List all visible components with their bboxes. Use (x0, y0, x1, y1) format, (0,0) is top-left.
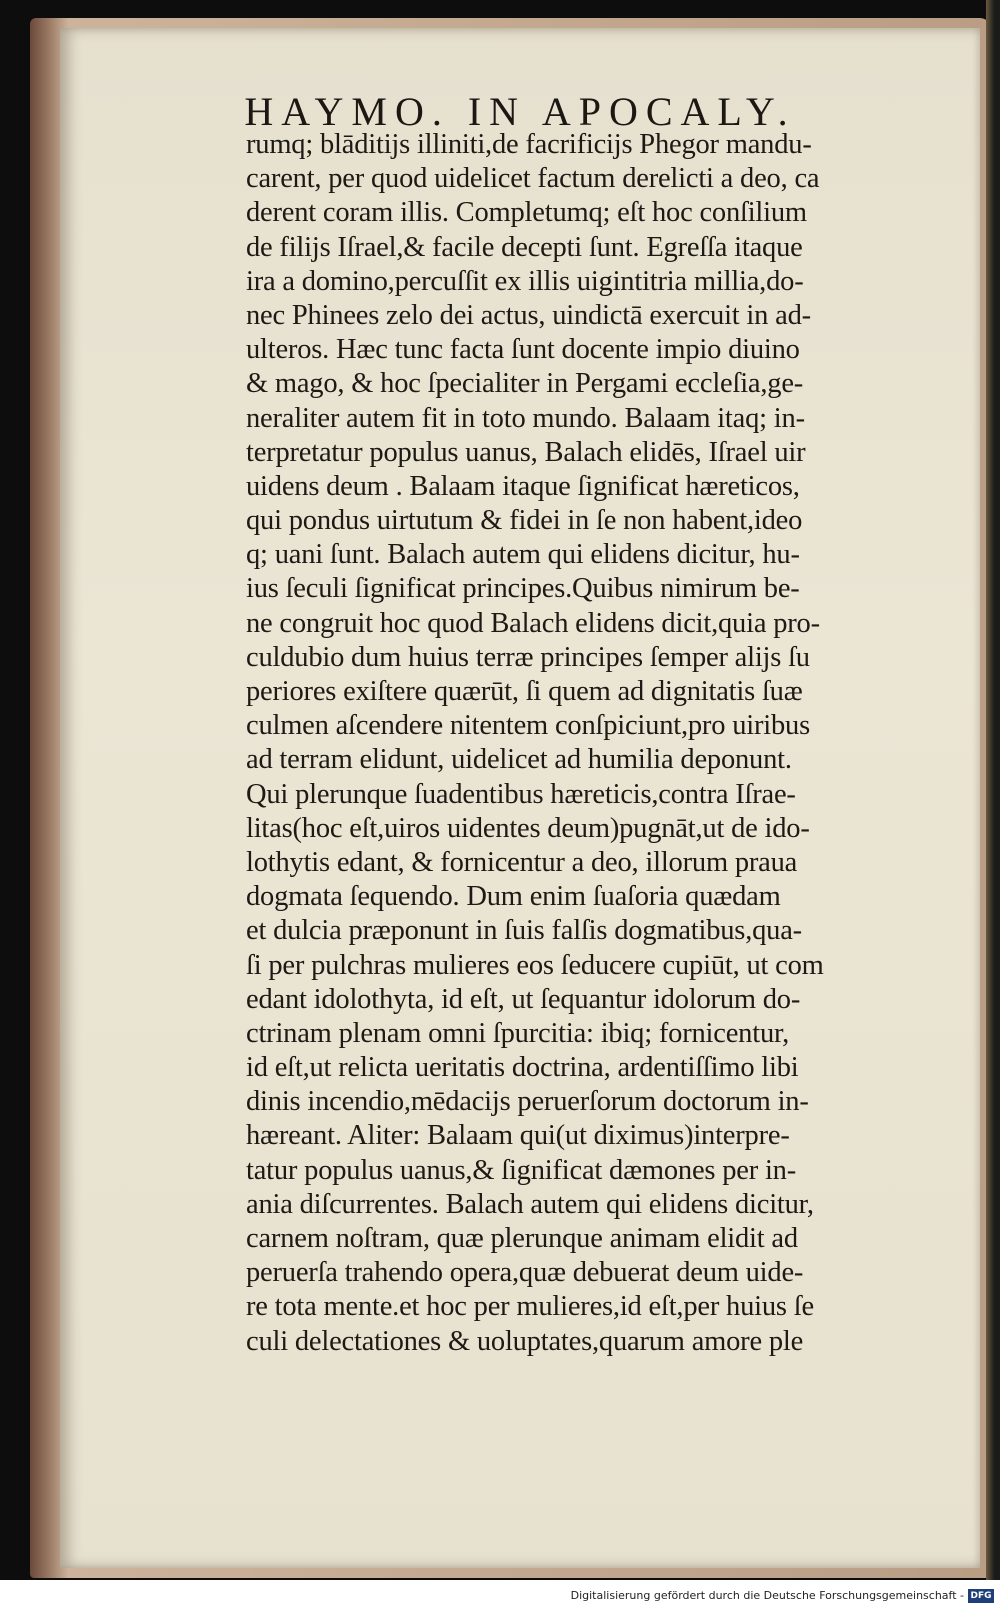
text-line: ius ſeculi ſignificat principes.Quibus nimirum be- (246, 573, 800, 605)
text-line: carnem noſtram, quæ plerunque animam elidit ad (246, 1223, 798, 1254)
text-line: de filijs Iſrael,& facile decepti ſunt. Egreſſa itaque (246, 231, 803, 263)
text-line: peruerſa trahendo opera,quæ debuerat deum uide- (246, 1257, 804, 1289)
text-line: q; uani ſunt. Balach autem qui elidens dicitur, hu- (246, 539, 800, 571)
text-line: ctrinam plenam omni ſpurcitia: ibiq; fornicentur, (246, 1017, 790, 1049)
text-line: ulteros. Hæc tunc facta ſunt docente impio diuino (246, 334, 800, 366)
text-line: et dulcia præponunt in ſuis falſis dogmatibus,qua- (246, 915, 802, 947)
text-line: ania diſcurrentes. Balach autem qui elidens dicitur, (246, 1188, 814, 1220)
text-line: & mago, & hoc ſpecialiter in Pergami eccleſia,ge- (246, 368, 804, 400)
text-line: rumq; blāditijs illiniti,de facrificijs Phegor mandu- (246, 129, 812, 160)
text-line: ad terram elidunt, uidelicet ad humilia deponunt. (246, 744, 792, 776)
text-line: Qui plerunque ſuadentibus hæreticis,contra Iſrae- (246, 778, 796, 810)
text-line: qui pondus uirtutum & fidei in ſe non habent,ideo (246, 505, 803, 537)
book-page (60, 28, 980, 1568)
text-block (246, 128, 1000, 1359)
dfg-logo: DFG (968, 1589, 994, 1603)
scan-right-edge (986, 0, 1000, 1580)
text-line: ſi per pulchras mulieres eos ſeducere cupiūt, ut com (246, 949, 824, 981)
text-line: carent, per quod uidelicet factum derelicti a deo, ca (246, 163, 820, 195)
text-line: ira a domino,percuſſit ex illis uigintitria millia,do- (246, 265, 804, 297)
text-line: dinis incendio,mēdacijs peruerſorum doctorum in- (246, 1086, 809, 1118)
text-line: litas(hoc eſt,uiros uidentes deum)pugnāt,ut de ido- (246, 812, 810, 844)
text-line: neraliter autem fit in toto mundo. Balaam itaq; in- (246, 402, 805, 434)
text-line: edant idolothyta, id eſt, ut ſequantur idolorum do- (246, 983, 801, 1015)
text-line: terpretatur populus uanus, Balach elidēs, Iſrael uir (246, 436, 806, 468)
text-line: culdubio dum huius terræ principes ſemper alijs ſu (246, 641, 810, 673)
text-line: id eſt,ut relicta ueritatis doctrina, ardentiſſimo libi (246, 1052, 799, 1084)
text-line: dogmata ſequendo. Dum enim ſuaſoria quædam (246, 881, 781, 913)
text-line: culmen aſcendere nitentem conſpiciunt,pro uiribus (246, 710, 810, 742)
text-line: re tota mente.et hoc per mulieres,id eſt,per huius ſe (246, 1291, 814, 1323)
text-line: tatur populus uanus,& ſignificat dæmones per in- (246, 1154, 797, 1186)
text-line: periores exiſtere quærūt, ſi quem ad dignitatis ſuæ (246, 676, 803, 707)
text-line: derent coram illis. Completumq; eſt hoc conſilium (246, 197, 807, 229)
text-line: lothytis edant, & fornicentur a deo, illorum praua (246, 846, 798, 878)
footer-bar (0, 1580, 1000, 1608)
text-line: nec Phinees zelo dei actus, uindictā exercuit in ad- (246, 299, 811, 331)
digitization-credit: Digitalisierung gefördert durch die Deutsche Forschungsgemeinschaft - (570, 1589, 964, 1602)
text-line: culi delectationes & uoluptates,quarum amore ple (246, 1325, 804, 1357)
text-line: hæreant. Aliter: Balaam qui(ut diximus)interpre- (246, 1120, 790, 1152)
text-line: ne congruit hoc quod Balach elidens dicit,quia pro- (246, 607, 820, 639)
running-head: HAYMO. IN APOCALY. (244, 89, 796, 134)
text-line: uidens deum . Balaam itaque ſignificat hæreticos, (246, 470, 800, 502)
